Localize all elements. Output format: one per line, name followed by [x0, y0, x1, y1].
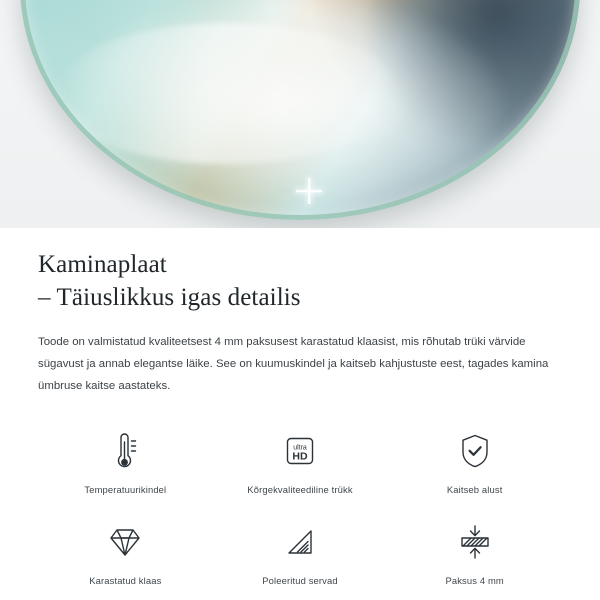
- feature-item-protects-surface: [387, 428, 562, 495]
- content-area: [0, 228, 600, 586]
- feature-item-thickness: [387, 519, 562, 586]
- thickness-arrows-icon: [452, 519, 498, 565]
- feature-item-polished-edges: [213, 519, 388, 586]
- diamond-icon: [102, 519, 148, 565]
- sparkle-icon: [296, 178, 322, 204]
- svg-text:HD: HD: [292, 450, 308, 463]
- feature-item-temperature-resistant: [38, 428, 213, 495]
- feature-label: Paksus 4 mm: [445, 574, 504, 586]
- feature-item-high-quality-print: [213, 428, 388, 495]
- feature-label: Temperatuurikindel: [84, 483, 167, 495]
- feature-item-tempered-glass: [38, 519, 213, 586]
- ultra-hd-icon: [277, 428, 323, 474]
- svg-text:ultra: ultra: [293, 444, 307, 452]
- feature-grid: [38, 428, 562, 586]
- page-title: [38, 228, 562, 314]
- feature-label: Karastatud klaas: [89, 574, 162, 586]
- hero-image: [0, 0, 600, 228]
- feature-label: Poleeritud servad: [262, 574, 338, 586]
- polished-edges-icon: [277, 519, 323, 565]
- feature-label: Kaitseb alust: [446, 483, 503, 495]
- feature-label: Kõrgekvaliteediline trükk: [247, 483, 353, 495]
- description-paragraph: Toode on valmistatud kvaliteetsest 4 mm paksusest karastatud klaasist, mis rõhutab trüki värvide sügavust ja annab elegantse läike. See on kuumuskindel ja kaitseb kahjustuste eest, tagades kamina ümbruse kaitse aastateks.: [38, 336, 549, 392]
- shield-check-icon: [452, 428, 498, 474]
- headline-line-2: – Täiuslikkus igas detailis: [38, 284, 301, 311]
- thermometer-icon: [102, 428, 148, 474]
- headline-line-1: Kaminaplaat: [38, 251, 167, 278]
